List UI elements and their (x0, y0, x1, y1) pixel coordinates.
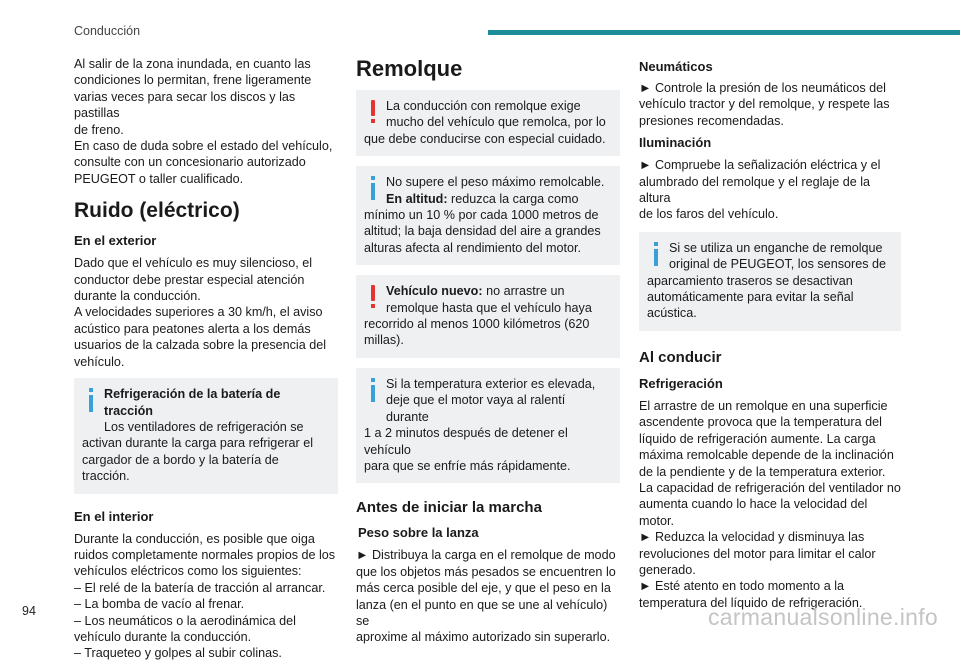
info-box-battery-cooling: Refrigeración de la batería de tracción Los ventiladores de refrigeración se activan durante la carga para refrigerar el cargador de a bordo y la batería de tracción. (74, 378, 338, 493)
info-box-tow-hitch: Si se utiliza un enganche de remolque original de PEUGEOT, los sensores de aparcamiento traseros se desactivan automáticamente para evitar la señal acústica. (639, 232, 901, 331)
section-title-noise: Ruido (eléctrico) (74, 199, 240, 223)
subheading-while-driving: Al conducir (639, 348, 722, 366)
subheading-before-driving: Antes de iniciar la marcha (356, 499, 542, 517)
info-box-high-temperature: Si la temperatura exterior es elevada, deje que el motor vaya al ralentí durante 1 a 2 minutos después de detener el vehículo para que se enfríe más rápidamente. (356, 368, 620, 483)
intro-paragraph: Al salir de la zona inundada, en cuanto las condiciones lo permitan, frene ligeramente varias veces para secar los discos y las pastillas de freno. En caso de duda sobre el estado del vehículo, consulte con un concesionario autorizado PEUGEOT o taller cualificado. (74, 57, 333, 186)
subheading-lighting: Iluminación (639, 135, 712, 151)
exterior-paragraph: Dado que el vehículo es muy silencioso, el conductor debe prestar especial atención durante la conducción. A velocidades superiores a 30 km/h, el aviso acústico para peatones alerta a los demás usuarios de la calzada sobre la presencia del vehículo. (74, 256, 327, 369)
interior-paragraph: Durante la conducción, es posible que oiga ruidos completamente normales propios de los vehículos eléctricos como los siguientes: – El relé de la batería de tracción al arrancar. – La bomba de vacío al frenar. – Los neumáticos o la aerodinámica del vehículo durante la conducción. – Traqueteo y golpes al subir colinas. (74, 531, 336, 661)
tyres-paragraph: ► Controle la presión de los neumáticos del vehículo tractor y del remolque, y respete las presiones recomendadas. (639, 81, 890, 128)
subheading-interior: En el interior (74, 508, 154, 524)
info-box-max-weight: No supere el peso máximo remolcable. En altitud: reduzca la carga como mínimo un 10 % por cada 1000 metros de altitud; la baja densidad del aire a grandes alturas afecta al rendimiento del motor. (356, 166, 620, 265)
cooling-paragraph: El arrastre de un remolque en una superficie ascendente provoca que la temperatura del líquido de refrigeración aumente. La carga máxima remolcable depende de la inclinación de la pendiente y de la temperatura exterior. La capacidad de refrigeración del ventilador no aumenta cuando lo hace la velocidad del motor. ► Reduzca la velocidad y disminuya las revoluciones del motor para limitar el calor generado. ► Esté atento en todo momento a la temperatura del líquido de refrigeración. (639, 398, 901, 610)
page-number: 94 (22, 604, 36, 618)
lighting-paragraph: ► Compruebe la señalización eléctrica y el alumbrado del remolque y el reglaje de la altura de los faros del vehículo. (639, 158, 881, 222)
subheading-exterior: En el exterior (74, 233, 157, 249)
warning-icon (370, 100, 376, 124)
info-icon (653, 242, 659, 266)
column-1 (74, 56, 338, 662)
running-header: Conducción (74, 24, 141, 38)
subheading-tyres: Neumáticos (639, 59, 713, 74)
column-2 (356, 56, 620, 646)
header-accent-bar (488, 30, 960, 35)
subheading-nose-weight: Peso sobre la lanza (358, 525, 479, 541)
warning-box-new-vehicle: Vehículo nuevo: no arrastre un remolque hasta que el vehículo haya recorrido al menos 1000 kilómetros (620 millas). (356, 275, 620, 358)
subheading-cooling: Refrigeración (639, 375, 723, 391)
nose-weight-paragraph: ► Distribuya la carga en el remolque de modo que los objetos más pesados se encuentren lo más cerca posible del eje, y que el peso en la lanza (en el punto en que se une al vehículo) se aproxime al máximo autorizado sin superarlo. (356, 548, 616, 645)
info-icon (370, 378, 376, 402)
column-3 (639, 58, 901, 611)
watermark: carmanualsonline.info (707, 604, 938, 630)
info-icon (88, 388, 94, 412)
section-title-towing: Remolque (356, 56, 463, 81)
warning-icon (370, 285, 376, 309)
info-icon (370, 176, 376, 200)
warning-box-towing: La conducción con remolque exige mucho del vehículo que remolca, por lo que debe conducirse con especial cuidado. (356, 90, 620, 156)
